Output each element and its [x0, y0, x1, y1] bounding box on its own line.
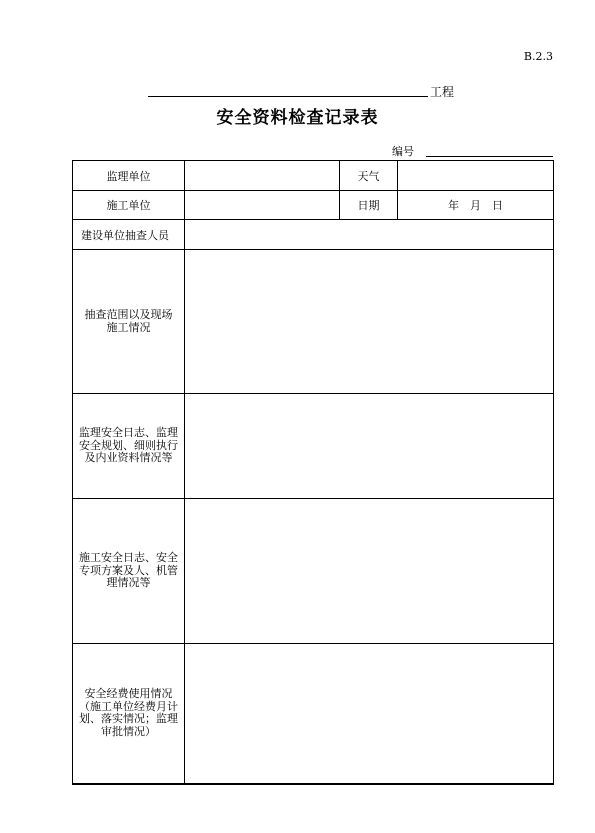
- number-label: 编号: [392, 145, 414, 158]
- date-field[interactable]: 年 月 日: [398, 191, 554, 220]
- supervision-log-label: 监理安全日志、监理安全规划、细则执行及内业资料情况等: [73, 394, 185, 499]
- supervision-log-field[interactable]: [185, 394, 554, 499]
- supervision-unit-label: 监理单位: [73, 161, 185, 191]
- inspection-form-table: [72, 160, 554, 785]
- number-field[interactable]: [426, 156, 553, 157]
- construction-log-field[interactable]: [185, 499, 554, 644]
- construction-unit-label: 施工单位: [73, 191, 185, 220]
- scope-label: [73, 250, 185, 394]
- scope-field[interactable]: [185, 250, 554, 394]
- weather-field[interactable]: [398, 161, 554, 191]
- construction-unit-field[interactable]: [185, 191, 340, 220]
- construction-log-label: 施工安全日志、安全专项方案及人、机管理情况等: [73, 499, 185, 644]
- safety-funds-field[interactable]: [185, 644, 554, 784]
- owner-inspector-label: 建设单位抽查人员: [73, 220, 185, 250]
- scope-label-text: 抽查范围以及现场施工情况: [84, 307, 173, 334]
- date-label: 日期: [340, 191, 398, 220]
- weather-label: 天气: [340, 161, 398, 191]
- page-title: 安全资料检查记录表: [216, 108, 379, 128]
- supervision-unit-field[interactable]: [185, 161, 340, 191]
- owner-inspector-field[interactable]: [185, 220, 554, 250]
- form-code: B.2.3: [523, 50, 553, 63]
- safety-funds-label: 安全经费使用情况（施工单位经费月计划、落实情况；监理审批情况）: [73, 644, 185, 784]
- project-name-field[interactable]: [148, 96, 428, 97]
- project-suffix: 工程: [430, 85, 455, 99]
